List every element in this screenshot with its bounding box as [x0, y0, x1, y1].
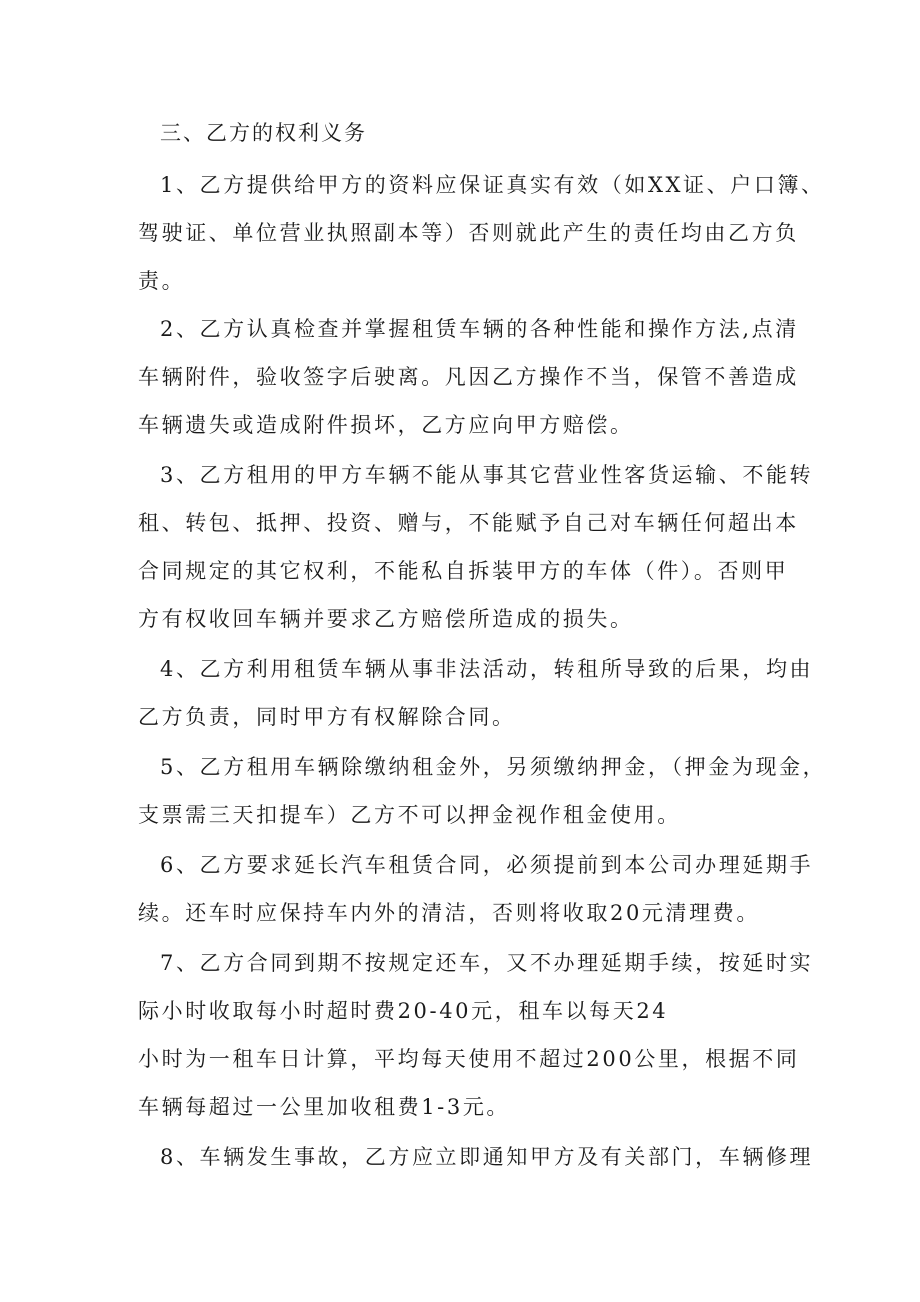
clause-7-line-2: 际小时收取每小时超时费20-40元，租车以每天24 — [138, 999, 669, 1023]
clause-5-line-2: 支票需三天扣提车）乙方不可以押金视作租金使用。 — [138, 803, 681, 827]
clause-1-line-2: 驾驶证、单位营业执照副本等）否则就此产生的责任均由乙方负 — [138, 221, 799, 245]
clause-4-line-1: 4、乙方利用租赁车辆从事非法活动，转租所导致的后果，均由 — [160, 657, 814, 681]
clause-3-line-2: 租、转包、抵押、投资、赠与，不能赋予自己对车辆任何超出本 — [138, 511, 799, 535]
clause-3-line-4: 方有权收回车辆并要求乙方赔偿所造成的损失。 — [138, 607, 634, 631]
clause-7-line-3: 小时为一租车日计算，平均每天使用不超过200公里，根据不同 — [138, 1047, 800, 1071]
clause-2-line-2: 车辆附件，验收签字后驶离。凡因乙方操作不当，保管不善造成 — [138, 365, 799, 389]
clause-2-line-1: 2、乙方认真检查并掌握租赁车辆的各种性能和操作方法,点清 — [160, 317, 799, 341]
clause-7-line-1: 7、乙方合同到期不按规定还车，又不办理延期手续，按延时实 — [160, 951, 814, 975]
clause-6-line-2: 续。还车时应保持车内外的清洁，否则将收取20元清理费。 — [138, 901, 760, 925]
clause-7-line-4: 车辆每超过一公里加收租费1-3元。 — [138, 1095, 511, 1119]
clause-3-line-1: 3、乙方租用的甲方车辆不能从事其它营业性客货运输、不能转 — [160, 463, 814, 487]
clause-2-line-3: 车辆遗失或造成附件损坏，乙方应向甲方赔偿。 — [138, 413, 634, 437]
clause-6-line-1: 6、乙方要求延长汽车租赁合同，必须提前到本公司办理延期手 — [160, 853, 814, 877]
clause-3-line-3: 合同规定的其它权利，不能私自拆装甲方的车体（件）。否则甲 — [138, 559, 789, 583]
section-heading: 三、乙方的权利义务 — [160, 121, 367, 145]
clause-8-line-1: 8、车辆发生事故，乙方应立即通知甲方及有关部门，车辆修理 — [160, 1145, 814, 1169]
clause-4-line-2: 乙方负责，同时甲方有权解除合同。 — [138, 705, 516, 729]
clause-1-line-1: 1、乙方提供给甲方的资料应保证真实有效（如XX证、户口簿、 — [160, 173, 825, 197]
clause-1-line-3: 责。 — [138, 269, 186, 293]
clause-5-line-1: 5、乙方租用车辆除缴纳租金外，另须缴纳押金，（押金为现金， — [160, 755, 827, 779]
